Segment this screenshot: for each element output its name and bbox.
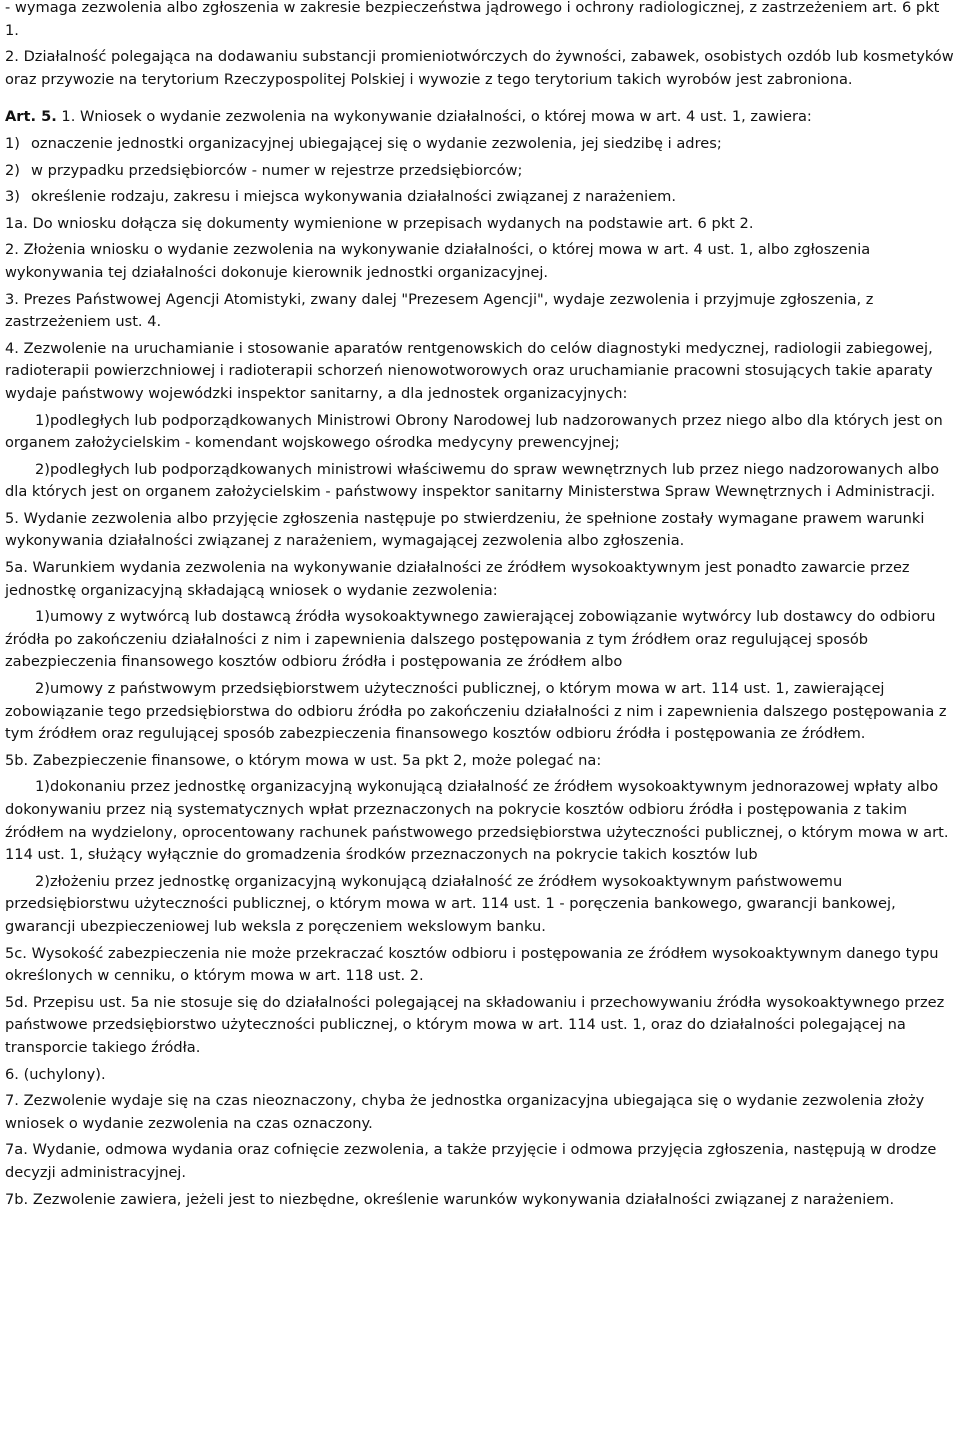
paragraph-intro-tail: - wymaga zezwolenia albo zgłoszenia w zakresie bezpieczeństwa jądrowego i ochrony radiologicznej, z zastrzeżeniem art. 6 pkt 1. (5, 0, 940, 39)
list-item-5b-2: 2)złożeniu przez jednostkę organizacyjną wykonującą działalność ze źródłem wysokoaktywnym państwowemu przedsiębiorstwu użyteczności publicznej, o którym mowa w art. 114 ust. 1 - poręczenia bankowego, gwarancji bankowej, gwarancji ubezpieczeniowej lub weksla z poręczeniem wekslowym banku. (5, 872, 896, 935)
art5-1-text: 1. Wniosek o wydanie zezwolenia na wykonywanie działalności, o której mowa w art. 4 ust. 1, zawiera: (56, 108, 812, 126)
list-item-art5-1-1: 1) oznaczenie jednostki organizacyjnej ubiegającej się o wydanie zezwolenia, jej siedzibę i adres; (5, 134, 722, 152)
paragraph-4: 4. Zezwolenie na uruchamianie i stosowanie aparatów rentgenowskich do celów diagnostyki medycznej, radiologii zabiegowej, radioterapii powierzchniowej i radioterapii schorzeń nienowotworowych oraz uruchamianie pracowni stosujących takie aparaty wydaje państwowy wojewódzki inspektor sanitarny, a dla jednostek organizacyjnych: (5, 339, 933, 402)
document-page (5, 0, 957, 1215)
paragraph-2: 2. Złożenia wniosku o wydanie zezwolenia na wykonywanie działalności, o której mowa w art. 4 ust. 1, albo zgłoszenia wykonywania tej działalności dokonuje kierownik jednostki organizacyjnej. (5, 241, 871, 281)
paragraph-art5-1 (5, 106, 957, 129)
list-item-4-2: 2)podległych lub podporządkowanych ministrowi właściwemu do spraw wewnętrznych lub przez niego nadzorowanych albo dla których jest on organem założycielskim - państwowy inspektor sanitarny Ministerstwa Spraw Wewnętrznych i Administracji. (5, 460, 940, 501)
list-item-5b-1: 1)dokonaniu przez jednostkę organizacyjną wykonującą działalność ze źródłem wysokoaktywnym jednorazowej wpłaty albo dokonywaniu przez nią systematycznych wpłat przeznaczonych na pokrycie kosztów odbioru źródła i postępowania z takim źródłem na wydzielony, oprocentowany rachunek państwowego przedsiębiorstwa użyteczności publicznej, o którym mowa w art. 114 ust. 1, służący wyłącznie do gromadzenia środków przeznaczonych na pokrycie takich kosztów lub (5, 778, 949, 864)
paragraph-3: 3. Prezes Państwowej Agencji Atomistyki, zwany dalej "Prezesem Agencji", wydaje zezwolenia i przyjmuje zgłoszenia, z zastrzeżeniem ust. 4. (5, 290, 874, 331)
paragraph-5: 5. Wydanie zezwolenia albo przyjęcie zgłoszenia następuje po stwierdzeniu, że spełnione zostały wymagane prawem warunki wykonywania działalności związanej z narażeniem, wymagającej zezwolenia albo zgłoszenia. (5, 509, 925, 550)
list-item-art5-1-3: 3) określenie rodzaju, zakresu i miejsca wykonywania działalności związanej z narażeniem. (5, 188, 677, 206)
list-item-art5-1-2: 2) w przypadku przedsiębiorców - numer w rejestrze przedsiębiorców; (5, 161, 523, 179)
paragraph-7a: 7a. Wydanie, odmowa wydania oraz cofnięcie zezwolenia, a także przyjęcie i odmowa przyjęcia zgłoszenia, następują w drodze decyzji administracyjnej. (5, 1141, 937, 1181)
list-item-5a-2: 2)umowy z państwowym przedsiębiorstwem użyteczności publicznej, o którym mowa w art. 114 ust. 1, zawierającej zobowiązanie tego przedsiębiorstwa do odbioru źródła po zakończeniu działalności z nim i zapewnienia dalszego postępowania z tym źródłem oraz regulującej sposób zabezpieczenia finansowego kosztów odbioru źródła i postępowania ze źródłem. (5, 680, 947, 743)
list-item-4-1: 1)podległych lub podporządkowanych Ministrowi Obrony Narodowej lub nadzorowanych przez niego albo dla których jest on organem założycielskim - komendant wojskowego ośrodka medycyny prewencyjnej; (5, 411, 943, 452)
paragraph-5c: 5c. Wysokość zabezpieczenia nie może przekraczać kosztów odbioru i postępowania ze źródłem wysokoaktywnym danego typu określonych w cenniku, o którym mowa w art. 118 ust. 2. (5, 944, 939, 985)
paragraph-5a: 5a. Warunkiem wydania zezwolenia na wykonywanie działalności ze źródłem wysokoaktywnym jest ponadto zawarcie przez jednostkę organizacyjną składającą wniosek o wydanie zezwolenia: (5, 559, 910, 599)
paragraph-art4-2: 2. Działalność polegająca na dodawaniu substancji promieniotwórczych do żywności, zabawek, osobistych ozdób lub kosmetyków oraz przywozie na terytorium Rzeczypospolitej Polskiej i wywozie z tego terytorium takich wyrobów jest zabroniona. (5, 48, 954, 88)
paragraph-6: 6. (uchylony). (5, 1065, 106, 1083)
paragraph-5b: 5b. Zabezpieczenie finansowe, o którym mowa w ust. 5a pkt 2, może polegać na: (5, 751, 602, 769)
list-item-5a-1: 1)umowy z wytwórcą lub dostawcą źródła wysokoaktywnego zawierającej zobowiązanie wytwórcy lub dostawcy do odbioru źródła po zakończeniu działalności z nim i zapewnienia dalszego postępowania z tym źródłem oraz regulującej sposób zabezpieczenia finansowego kosztów odbioru źródła i postępowania ze źródłem albo (5, 608, 936, 671)
paragraph-7: 7. Zezwolenie wydaje się na czas nieoznaczony, chyba że jednostka organizacyjna ubiegająca się o wydanie zezwolenia złoży wniosek o wydanie zezwolenia na czas oznaczony. (5, 1092, 925, 1132)
paragraph-5d: 5d. Przepisu ust. 5a nie stosuje się do działalności polegającej na składowaniu i przechowywaniu źródła wysokoaktywnego przez państwowe przedsiębiorstwo użyteczności publicznej, o którym mowa w art. 114 ust. 1, oraz do działalności polegającej na transporcie takiego źródła. (5, 993, 945, 1056)
paragraph-7b: 7b. Zezwolenie zawiera, jeżeli jest to niezbędne, określenie warunków wykonywania działalności związanej z narażeniem. (5, 1190, 895, 1208)
paragraph-1a: 1a. Do wniosku dołącza się dokumenty wymienione w przepisach wydanych na podstawie art. 6 pkt 2. (5, 214, 754, 232)
article-heading: Art. 5. (5, 108, 57, 126)
